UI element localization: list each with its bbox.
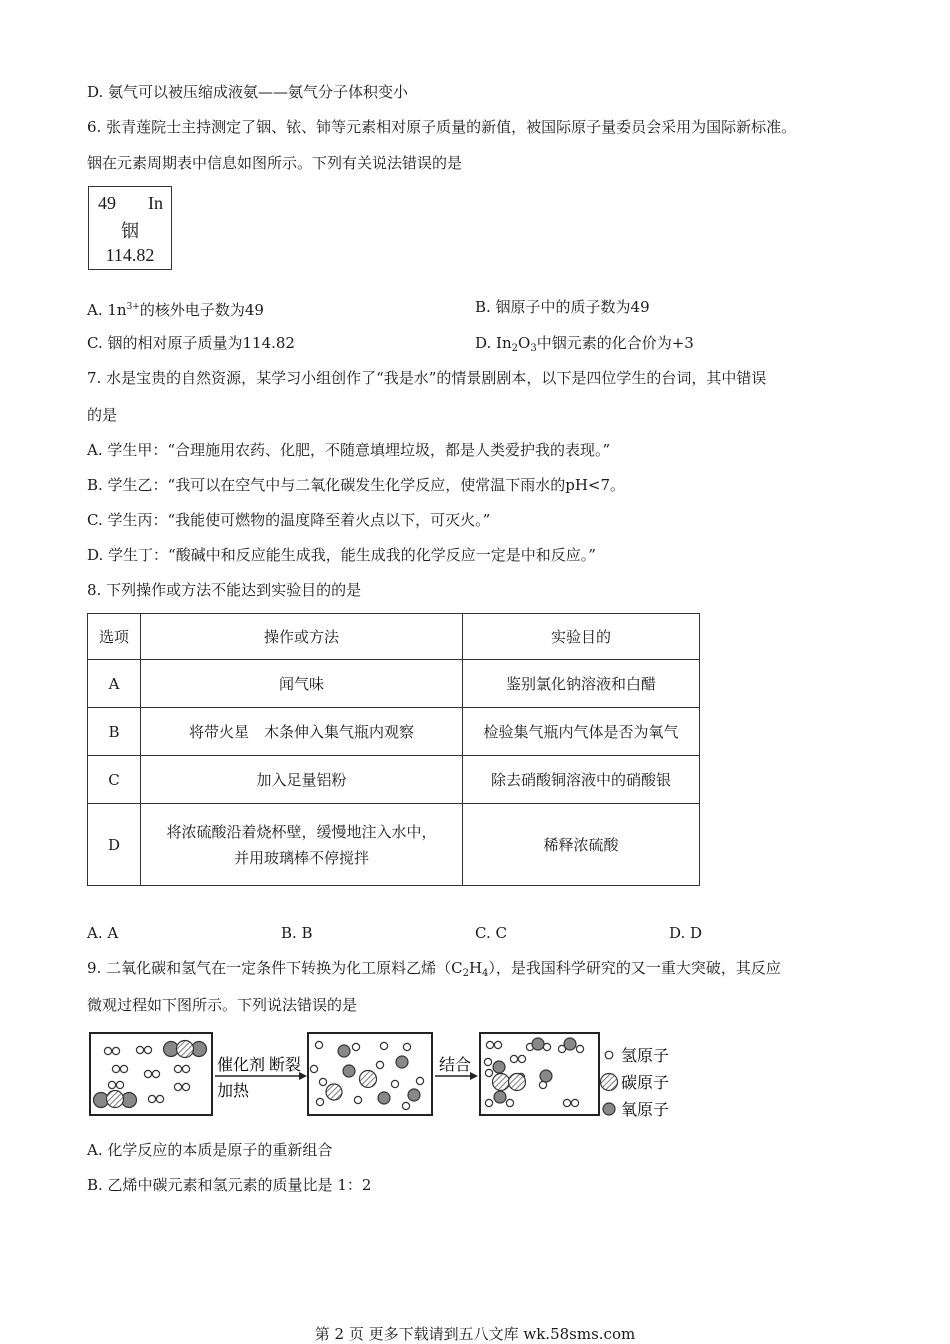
atomic-mass: 114.82 [105, 245, 155, 265]
q7-option-b: B. 学生乙：“我可以在空气中与二氧化碳发生化学反应，使常温下雨水的pH<7。 [87, 476, 626, 494]
cell-option: A [88, 660, 141, 708]
legend-oxygen: 氧原子 [621, 1100, 670, 1119]
q7-stem-line2: 的是 [87, 406, 118, 424]
q6-option-c: C. 铟的相对原子质量为114.82 [87, 334, 295, 352]
atomic-number: 49 [98, 193, 116, 213]
cell-purpose: 稀释浓硫酸 [463, 804, 700, 886]
q6-stem-line1: 6. 张青莲院士主持测定了铟、铱、铈等元素相对原子质量的新值，被国际原子量委员会采用为国际新标准。 [87, 118, 797, 136]
legend [601, 1046, 670, 1119]
q6-option-b: B. 铟原子中的质子数为49 [475, 298, 650, 316]
cell-purpose: 鉴别氯化钠溶液和白醋 [463, 660, 700, 708]
combine-label: 结合 [439, 1055, 472, 1074]
table-row [88, 756, 700, 804]
q8-answer-b: B. B [281, 924, 313, 942]
heat-label: 加热 [217, 1081, 250, 1100]
page-footer: 第 2 页 更多下载请到五八文库 wk.58sms.com [314, 1325, 636, 1343]
carbon-atom-icon [601, 1074, 618, 1091]
q8-answer-c: C. C [475, 924, 507, 942]
reaction-microprocess-diagram [88, 1030, 688, 1122]
cell-option: D [88, 804, 141, 886]
table-row [88, 660, 700, 708]
cell-method: 将带火星 木条伸入集气瓶内观察 [141, 708, 463, 756]
cell-method: 闻气味 [141, 660, 463, 708]
q7-stem-line1: 7. 水是宝贵的自然资源，某学习小组创作了“我是水”的情景剧剧本，以下是四位学生的台词，其中错误 [87, 369, 767, 387]
q8-stem: 8. 下列操作或方法不能达到实验目的的是 [87, 581, 362, 599]
cell-method: 将浓硫酸沿着烧杯壁，缓慢地注入水中， 并用玻璃棒不停搅拌 [141, 804, 463, 886]
q8-answer-a: A. A [87, 924, 119, 942]
table-header-row [88, 614, 700, 660]
header-method: 操作或方法 [141, 614, 463, 660]
header-option: 选项 [88, 614, 141, 660]
q9-stem-line2: 微观过程如下图所示。下列说法错误的是 [87, 996, 358, 1014]
oxygen-atom-icon [603, 1103, 615, 1115]
legend-hydrogen: 氢原子 [621, 1046, 670, 1065]
cell-option: C [88, 756, 141, 804]
q8-answer-d: D. D [669, 924, 703, 942]
q6-option-a: A. $1n^{3+}$的核外电子数为49 [87, 301, 264, 319]
q7-option-c: C. 学生丙：“我能使可燃物的温度降至着火点以下，可灭火。” [87, 511, 491, 529]
q9-stem-line1: 9. 二氧化碳和氢气在一定条件下转换为化工原料乙烯$(C_2H_4)$，是我国科学研究的又一重大突破，其反应 [87, 959, 781, 979]
q6-option-d: D. $In_2O_3$中铟元素的化合价为+3 [475, 334, 694, 354]
q7-option-a: A. 学生甲：“合理施用农药、化肥，不随意填埋垃圾，都是人类爱护我的表现。” [87, 441, 611, 459]
element-symbol: In [148, 193, 163, 213]
atoms-box [308, 1033, 432, 1115]
q5-option-d: D. 氨气可以被压缩成液氨——氨气分子体积变小 [87, 83, 409, 101]
break-label: 断裂 [269, 1055, 302, 1074]
hydrogen-atom-icon [605, 1051, 613, 1059]
header-purpose: 实验目的 [463, 614, 700, 660]
element-card-indium [88, 186, 172, 270]
products-box [480, 1033, 599, 1115]
q9-option-a: A. 化学反应的本质是原子的重新组合 [87, 1141, 333, 1159]
cell-purpose: 除去硝酸铜溶液中的硝酸银 [463, 756, 700, 804]
q7-option-d: D. 学生丁：“酸碱中和反应能生成我，能生成我的化学反应一定是中和反应。” [87, 546, 596, 564]
table-row [88, 708, 700, 756]
experiment-table [87, 613, 700, 886]
cell-purpose: 检验集气瓶内气体是否为氧气 [463, 708, 700, 756]
arrow-catalyst [215, 1055, 307, 1100]
legend-carbon: 碳原子 [621, 1073, 670, 1092]
cell-method: 加入足量铝粉 [141, 756, 463, 804]
cell-option: B [88, 708, 141, 756]
q6-stem-line2: 铟在元素周期表中信息如图所示。下列有关说法错误的是 [87, 154, 463, 172]
q9-option-b: B. 乙烯中碳元素和氢元素的质量比是 1：2 [87, 1176, 372, 1194]
catalyst-label: 催化剂 [217, 1055, 266, 1074]
element-name: 铟 [121, 221, 139, 242]
arrow-combine [435, 1055, 478, 1080]
reactants-box [90, 1033, 212, 1115]
table-row [88, 804, 700, 886]
